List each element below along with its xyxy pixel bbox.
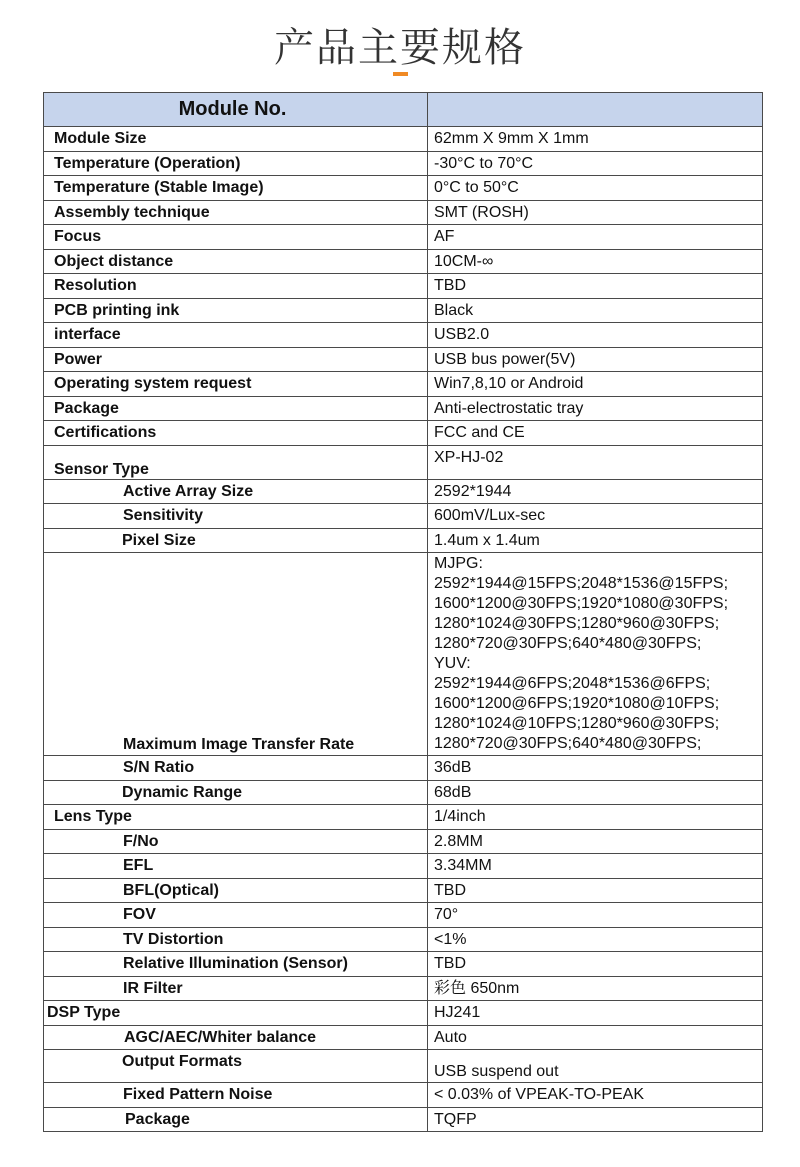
- row-label: EFL: [44, 854, 428, 879]
- row-label: Sensor Type: [44, 445, 428, 479]
- row-label: FOV: [44, 903, 428, 928]
- row-label: DSP Type: [44, 1001, 428, 1026]
- row-value-multiline: [428, 553, 763, 756]
- table-row: [44, 878, 763, 903]
- transfer-rate-line: 2592*1944@6FPS;2048*1536@6FPS;: [434, 675, 711, 692]
- transfer-rate-line: YUV:: [434, 655, 471, 672]
- row-value: 70°: [428, 903, 763, 928]
- row-label: Resolution: [44, 274, 428, 299]
- table-row: [44, 274, 763, 299]
- table-row: [44, 200, 763, 225]
- table-row: [44, 372, 763, 397]
- row-value: 彩色 650nm: [428, 976, 763, 1001]
- row-value: 10CM-∞: [428, 249, 763, 274]
- table-row: [44, 249, 763, 274]
- row-label: Focus: [44, 225, 428, 250]
- table-row: [44, 225, 763, 250]
- row-label: Package: [44, 396, 428, 421]
- row-label: PCB printing ink: [44, 298, 428, 323]
- row-value: Anti-electrostatic tray: [428, 396, 763, 421]
- row-label: IR Filter: [44, 976, 428, 1001]
- row-label: Object distance: [44, 249, 428, 274]
- table-row: [44, 421, 763, 446]
- table-row: [44, 952, 763, 977]
- table-row: [44, 127, 763, 152]
- row-label: Maximum Image Transfer Rate: [44, 553, 428, 756]
- row-value: TQFP: [428, 1107, 763, 1132]
- table-header-row: [44, 93, 763, 127]
- row-value: 2.8MM: [428, 829, 763, 854]
- transfer-rate-line: 2592*1944@15FPS;2048*1536@15FPS;: [434, 575, 729, 592]
- row-label: TV Distortion: [44, 927, 428, 952]
- table-row: [44, 1083, 763, 1108]
- row-value: < 0.03% of VPEAK-TO-PEAK: [428, 1083, 763, 1108]
- row-label: Certifications: [44, 421, 428, 446]
- table-row: [44, 445, 763, 479]
- row-value: 0°C to 50°C: [428, 176, 763, 201]
- row-value: TBD: [428, 878, 763, 903]
- row-value: AF: [428, 225, 763, 250]
- row-value: 2592*1944: [428, 479, 763, 504]
- row-label: Assembly technique: [44, 200, 428, 225]
- header-value: [428, 93, 763, 127]
- header-label: Module No.: [44, 93, 428, 127]
- table-row: [44, 1025, 763, 1050]
- transfer-rate-line: 1600*1200@30FPS;1920*1080@30FPS;: [434, 595, 729, 612]
- row-label: Fixed Pattern Noise: [44, 1083, 428, 1108]
- row-label: Pixel Size: [44, 528, 428, 553]
- transfer-rate-line: 1280*720@30FPS;640*480@30FPS;: [434, 635, 702, 652]
- row-value: <1%: [428, 927, 763, 952]
- table-row: [44, 151, 763, 176]
- table-row: [44, 805, 763, 830]
- table-row: [44, 323, 763, 348]
- table-row: [44, 854, 763, 879]
- table-row: [44, 347, 763, 372]
- row-value: Win7,8,10 or Android: [428, 372, 763, 397]
- table-row: [44, 829, 763, 854]
- row-value: USB suspend out: [428, 1050, 763, 1083]
- table-row: [44, 479, 763, 504]
- transfer-rate-line: MJPG:: [434, 555, 483, 572]
- row-value: SMT (ROSH): [428, 200, 763, 225]
- row-value: Black: [428, 298, 763, 323]
- row-value: TBD: [428, 952, 763, 977]
- transfer-rate-line: 1600*1200@6FPS;1920*1080@10FPS;: [434, 695, 720, 712]
- row-value: USB bus power(5V): [428, 347, 763, 372]
- row-label: BFL(Optical): [44, 878, 428, 903]
- row-value: 1.4um x 1.4um: [428, 528, 763, 553]
- row-label: AGC/AEC/Whiter balance: [44, 1025, 428, 1050]
- transfer-rate-line: 1280*1024@10FPS;1280*960@30FPS;: [434, 715, 720, 732]
- table-row: [44, 1050, 763, 1083]
- row-value: 600mV/Lux-sec: [428, 504, 763, 529]
- row-value: -30°C to 70°C: [428, 151, 763, 176]
- row-label: S/N Ratio: [44, 756, 428, 781]
- transfer-rate-line: 1280*720@30FPS;640*480@30FPS;: [434, 735, 702, 752]
- table-row: [44, 927, 763, 952]
- row-label: Operating system request: [44, 372, 428, 397]
- row-value: Auto: [428, 1025, 763, 1050]
- table-row: [44, 976, 763, 1001]
- row-label: Package: [44, 1107, 428, 1132]
- row-value: USB2.0: [428, 323, 763, 348]
- spec-table: [43, 92, 763, 1132]
- row-value: 3.34MM: [428, 854, 763, 879]
- table-row: [44, 780, 763, 805]
- row-value: FCC and CE: [428, 421, 763, 446]
- table-row: [44, 176, 763, 201]
- table-row: [44, 903, 763, 928]
- table-row: [44, 504, 763, 529]
- row-value: 68dB: [428, 780, 763, 805]
- row-label: Temperature (Operation): [44, 151, 428, 176]
- row-value: 36dB: [428, 756, 763, 781]
- row-label: interface: [44, 323, 428, 348]
- row-label: Temperature (Stable Image): [44, 176, 428, 201]
- table-row: [44, 756, 763, 781]
- row-value: HJ241: [428, 1001, 763, 1026]
- table-row: [44, 528, 763, 553]
- row-label: Dynamic Range: [44, 780, 428, 805]
- row-value: TBD: [428, 274, 763, 299]
- row-label: Power: [44, 347, 428, 372]
- row-value: XP-HJ-02: [428, 445, 763, 479]
- row-label: Relative Illumination (Sensor): [44, 952, 428, 977]
- table-row: [44, 1001, 763, 1026]
- row-label: Lens Type: [44, 805, 428, 830]
- row-label: Active Array Size: [44, 479, 428, 504]
- table-row: [44, 298, 763, 323]
- transfer-rate-line: 1280*1024@30FPS;1280*960@30FPS;: [434, 615, 720, 632]
- row-label: Sensitivity: [44, 504, 428, 529]
- row-value: 62mm X 9mm X 1mm: [428, 127, 763, 152]
- row-label: F/No: [44, 829, 428, 854]
- table-row: [44, 553, 763, 756]
- title-accent-bar: [393, 72, 408, 76]
- row-value: 1/4inch: [428, 805, 763, 830]
- table-row: [44, 1107, 763, 1132]
- row-label: Module Size: [44, 127, 428, 152]
- row-label: Output Formats: [44, 1050, 428, 1083]
- page-title: 产品主要规格: [274, 25, 526, 71]
- table-row: [44, 396, 763, 421]
